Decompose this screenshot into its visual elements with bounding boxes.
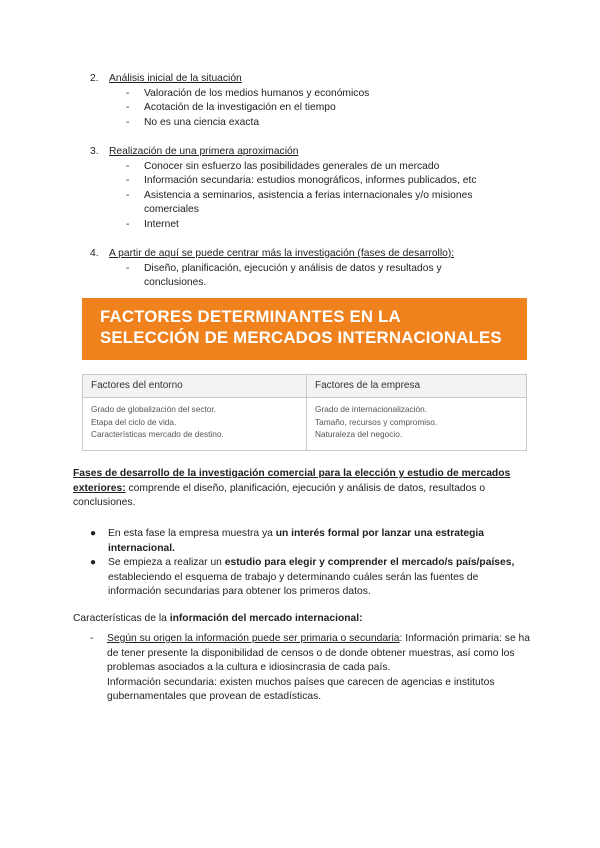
factor-item: Etapa del ciclo de vida. <box>91 416 177 427</box>
section-2 <box>90 72 520 130</box>
section-2-title: Análisis inicial de la situación <box>109 73 242 84</box>
list-item: - Internet <box>126 218 179 230</box>
factor-item: Grado de globalización del sector. <box>91 404 216 414</box>
characteristics-heading: Características de la información del mercado internacional: <box>73 613 363 624</box>
bullet-dot-icon: ● <box>90 557 97 568</box>
list-item: - No es una ciencia exacta <box>126 116 260 128</box>
section-4 <box>90 247 520 291</box>
bullet-item: ● Se empieza a realizar un estudio para elegir y comprender el mercado/s país/países, estableciendo el esquema de trabajo y determinando cuáles serán las fuentes de información secundarias para obtener los primeros datos. <box>90 557 515 597</box>
factor-item: Características mercado de destino. <box>91 429 224 439</box>
company-factors-header: Factores de la empresa <box>307 375 526 398</box>
section-2-number: 2. <box>90 73 99 84</box>
section-4-title: A partir de aquí se puede centrar más la investigación (fases de desarrollo): <box>109 248 455 259</box>
list-item: - Asistencia a seminarios, asistencia a ferias internacionales y/o misiones comerciales <box>126 189 473 215</box>
section-3-title: Realización de una primera aproximación <box>109 146 299 157</box>
phases-text: comprende el diseño, planificación, ejecución y análisis de datos, resultados o conclusiones. <box>73 482 486 508</box>
bullet-dot-icon: ● <box>90 528 97 539</box>
list-item: - Diseño, planificación, ejecución y análisis de datos y resultados y conclusiones. <box>126 262 442 288</box>
list-item: - Conocer sin esfuerzo las posibilidades generales de un mercado <box>126 160 440 172</box>
bullet-item: ● En esta fase la empresa muestra ya un interés formal por lanzar una estrategia internacional. <box>90 528 484 554</box>
bullet-list <box>90 527 528 600</box>
environment-factors-column <box>83 375 307 450</box>
company-factors-column <box>307 375 526 450</box>
list-item: - Información secundaria: estudios monográficos, informes publicados, etc <box>126 175 477 186</box>
phases-title: Fases de desarrollo de la investigación comercial para la elección y estudio de mercados exteriores: <box>73 468 511 494</box>
list-item: - Valoración de los medios humanos y económicos <box>126 87 370 99</box>
factor-item: Grado de internacionalización. <box>315 404 428 414</box>
primary-info-text: : Información primaria: se ha de tener presente la disponibilidad de censos o de donde obtener muestras, así como los problemas asociados a la cultura e idiosincrasia de cada país. <box>107 633 530 673</box>
factors-banner <box>82 298 527 360</box>
origin-title: Según su origen la información puede ser primaria o secundaria <box>107 633 400 644</box>
phases-paragraph <box>73 467 528 511</box>
origin-item: - Según su origen la información puede ser primaria o secundaria: Información primaria: se ha de tener presente la disponibilidad de censos o de donde obtener muestras, así como los problemas asociados a la cultura e idiosincrasia de cada país. Información secundaria: existen muchos países que carecen de agencias e institutos gubernamentales que provean de estadísticas. <box>90 632 530 705</box>
section-4-number: 4. <box>90 248 99 259</box>
factors-table <box>82 374 527 451</box>
section-3 <box>90 145 520 232</box>
section-3-number: 3. <box>90 146 99 157</box>
environment-factors-header: Factores del entorno <box>83 375 306 398</box>
factor-item: Naturaleza del negocio. <box>315 429 403 439</box>
banner-title: FACTORES DETERMINANTES EN LA SELECCIÓN DE MERCADOS INTERNACIONALES <box>100 307 502 347</box>
secondary-info-text: Información secundaria: existen muchos países que carecen de agencias e institutos gubernamentales que provean de estadísticas. <box>107 676 495 702</box>
factor-item: Tamaño, recursos y compromiso. <box>315 416 438 427</box>
list-item: - Acotación de la investigación en el tiempo <box>126 102 336 113</box>
